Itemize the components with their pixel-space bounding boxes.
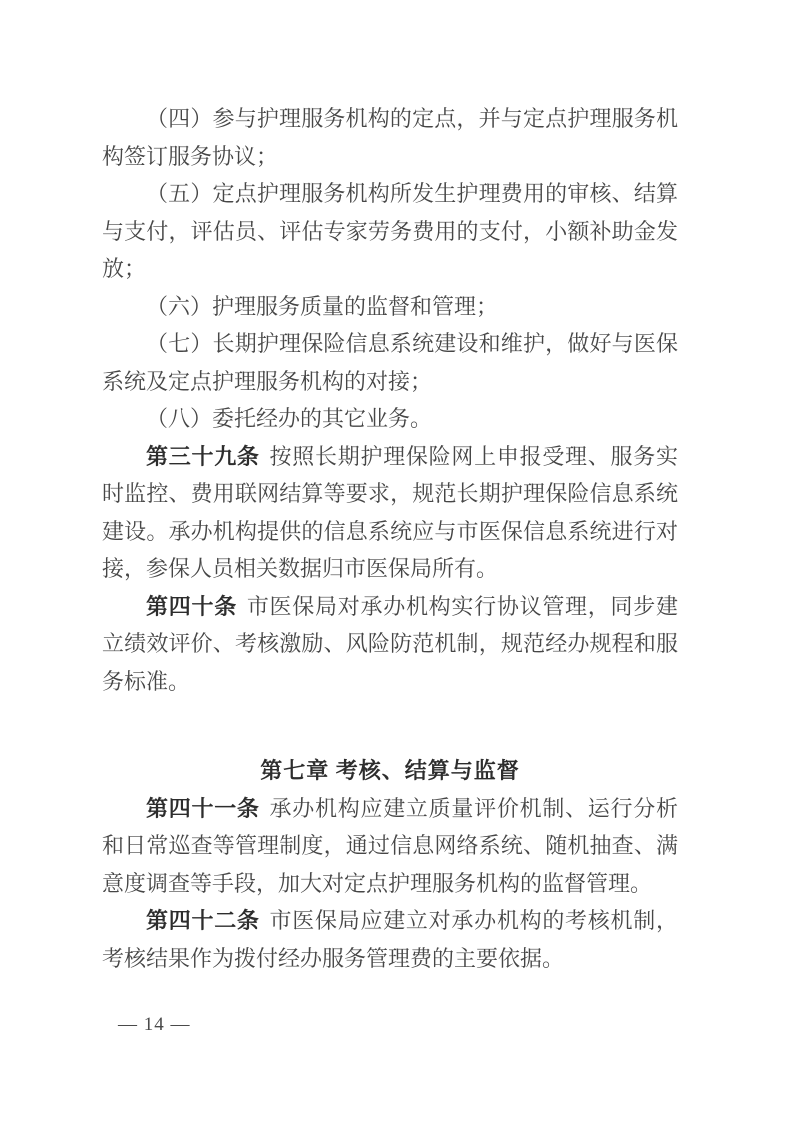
- clause-text: （四）参与护理服务机构的定点，并与定点护理服务机构签订服务协议；: [102, 106, 678, 169]
- clause-text: （六）护理服务质量的监督和管理；: [146, 293, 499, 319]
- clause-paragraph: [102, 325, 678, 400]
- clause-text: （五）定点护理服务机构所发生护理费用的审核、结算与支付，评估员、评估专家劳务费用的支付，小额补助金发放；: [102, 181, 678, 281]
- article-paragraph: [102, 790, 678, 903]
- clause-paragraph: [102, 175, 678, 288]
- article-number: 第四十一条: [146, 795, 260, 821]
- document-body: [102, 100, 678, 977]
- article-paragraph: [102, 438, 678, 588]
- article-text: 市医保局对承办机构实行协议管理，同步建立绩效评价、考核激励、风险防范机制，规范经办规程和服务标准。: [102, 593, 678, 694]
- article-paragraph: [102, 588, 678, 701]
- article-number: 第三十九条: [146, 443, 260, 469]
- clause-paragraph: [102, 100, 678, 175]
- article-text: 承办机构应建立质量评价机制、运行分析和日常巡查等管理制度，通过信息网络系统、随机抽查、满意度调查等手段，加大对定点护理服务机构的监督管理。: [102, 795, 678, 896]
- article-paragraph: [102, 902, 678, 977]
- clause-text: （七）长期护理保险信息系统建设和维护，做好与医保系统及定点护理服务机构的对接；: [102, 331, 678, 394]
- clause-text: （八）委托经办的其它业务。: [146, 406, 433, 431]
- article-text: 市医保局应建立对承办机构的考核机制，考核结果作为拨付经办服务管理费的主要依据。: [102, 908, 678, 971]
- article-number: 第四十二条: [146, 908, 260, 933]
- clause-paragraph: [102, 400, 678, 438]
- page-number: — 14 —: [118, 1014, 191, 1035]
- chapter-heading: 第七章 考核、结算与监督: [260, 758, 520, 783]
- clause-paragraph: [102, 288, 678, 326]
- article-text: 按照长期护理保险网上申报受理、服务实时监控、费用联网结算等要求，规范长期护理保险信息系统建设。承办机构提供的信息系统应与市医保信息系统进行对接，参保人员相关数据归市医保局所有。: [102, 443, 678, 581]
- article-number: 第四十条: [146, 593, 237, 619]
